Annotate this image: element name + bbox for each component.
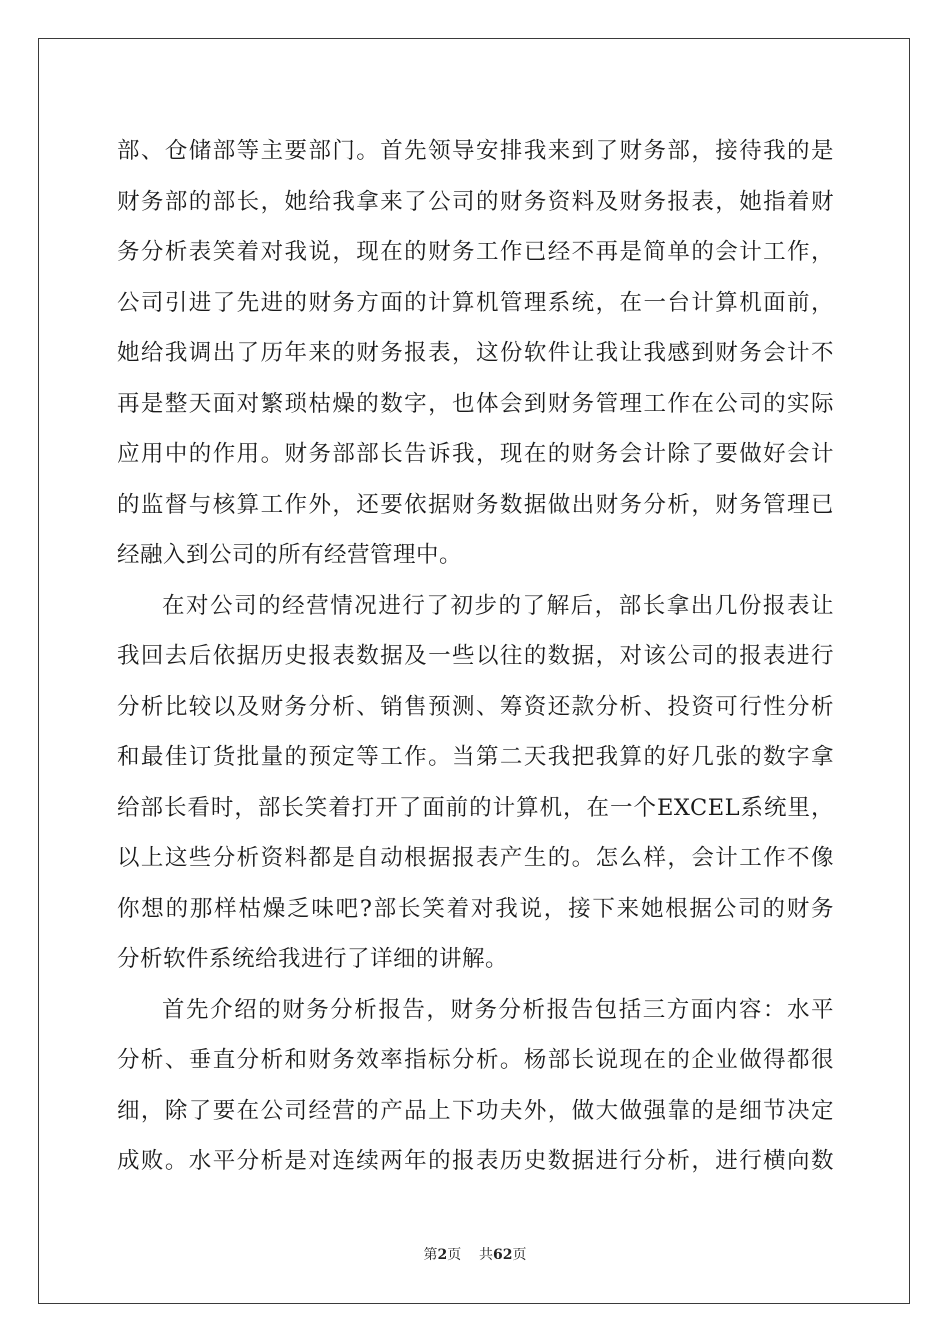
text-line: 再是整天面对繁琐枯燥的数字，也体会到财务管理工作在公司的实际 xyxy=(117,390,834,417)
text-line: 我回去后依据历史报表数据及一些以往的数据，对该公司的报表进行 xyxy=(117,643,834,669)
text-line: 财务部的部长，她给我拿来了公司的财务资料及财务报表，她指着财 xyxy=(117,188,834,215)
text-line: 成败。水平分析是对连续两年的报表历史数据进行分析，进行横向数 xyxy=(117,1148,834,1174)
text-line: 的监督与核算工作外，还要依据财务数据做出财务分析，财务管理已 xyxy=(117,491,834,518)
text-line: 给部长看时，部长笑着打开了面前的计算机，在一个EXCEL系统里， xyxy=(117,794,834,821)
footer-prefix: 第 xyxy=(423,1247,438,1263)
current-page-number: 2 xyxy=(437,1247,448,1263)
footer-total-prefix: 共 xyxy=(479,1247,494,1263)
text-line: 公司引进了先进的财务方面的计算机管理系统，在一台计算机面前， xyxy=(117,289,834,316)
paragraph xyxy=(117,581,834,985)
text-line: 细，除了要在公司经营的产品上下功夫外，做大做强靠的是细节决定 xyxy=(117,1097,834,1124)
text-line: 首先介绍的财务分析报告，财务分析报告包括三方面内容：水平 xyxy=(162,996,834,1023)
paragraph xyxy=(117,126,834,581)
text-line: 务分析表笑着对我说，现在的财务工作已经不再是简单的会计工作， xyxy=(117,239,834,265)
text-line: 应用中的作用。财务部部长告诉我，现在的财务会计除了要做好会计 xyxy=(117,441,834,467)
text-line: 以上这些分析资料都是自动根据报表产生的。怎么样，会计工作不像 xyxy=(117,845,834,871)
text-line: 你想的那样枯燥乏味吧?部长笑着对我说，接下来她根据公司的财务 xyxy=(117,895,834,922)
text-line: 她给我调出了历年来的财务报表，这份软件让我让我感到财务会计不 xyxy=(117,340,834,366)
text-line: 和最佳订货批量的预定等工作。当第二天我把我算的好几张的数字拿 xyxy=(117,744,834,770)
footer-total-suffix: 页 xyxy=(512,1247,527,1263)
page-footer xyxy=(0,1244,950,1264)
text-line: 在对公司的经营情况进行了初步的了解后，部长拿出几份报表让 xyxy=(162,592,834,619)
text-line: 分析软件系统给我进行了详细的讲解。 xyxy=(117,946,509,972)
text-line: 经融入到公司的所有经营管理中。 xyxy=(117,542,463,568)
text-line: 部、仓储部等主要部门。首先领导安排我来到了财务部，接待我的是 xyxy=(117,138,834,164)
text-line: 分析、垂直分析和财务效率指标分析。杨部长说现在的企业做得都很 xyxy=(117,1047,834,1073)
text-line: 分析比较以及财务分析、销售预测、筹资还款分析、投资可行性分析 xyxy=(117,693,834,720)
document-body xyxy=(117,126,834,1187)
paragraph xyxy=(117,985,834,1187)
total-page-count: 62 xyxy=(493,1247,513,1263)
footer-page-suffix: 页 xyxy=(447,1247,462,1263)
